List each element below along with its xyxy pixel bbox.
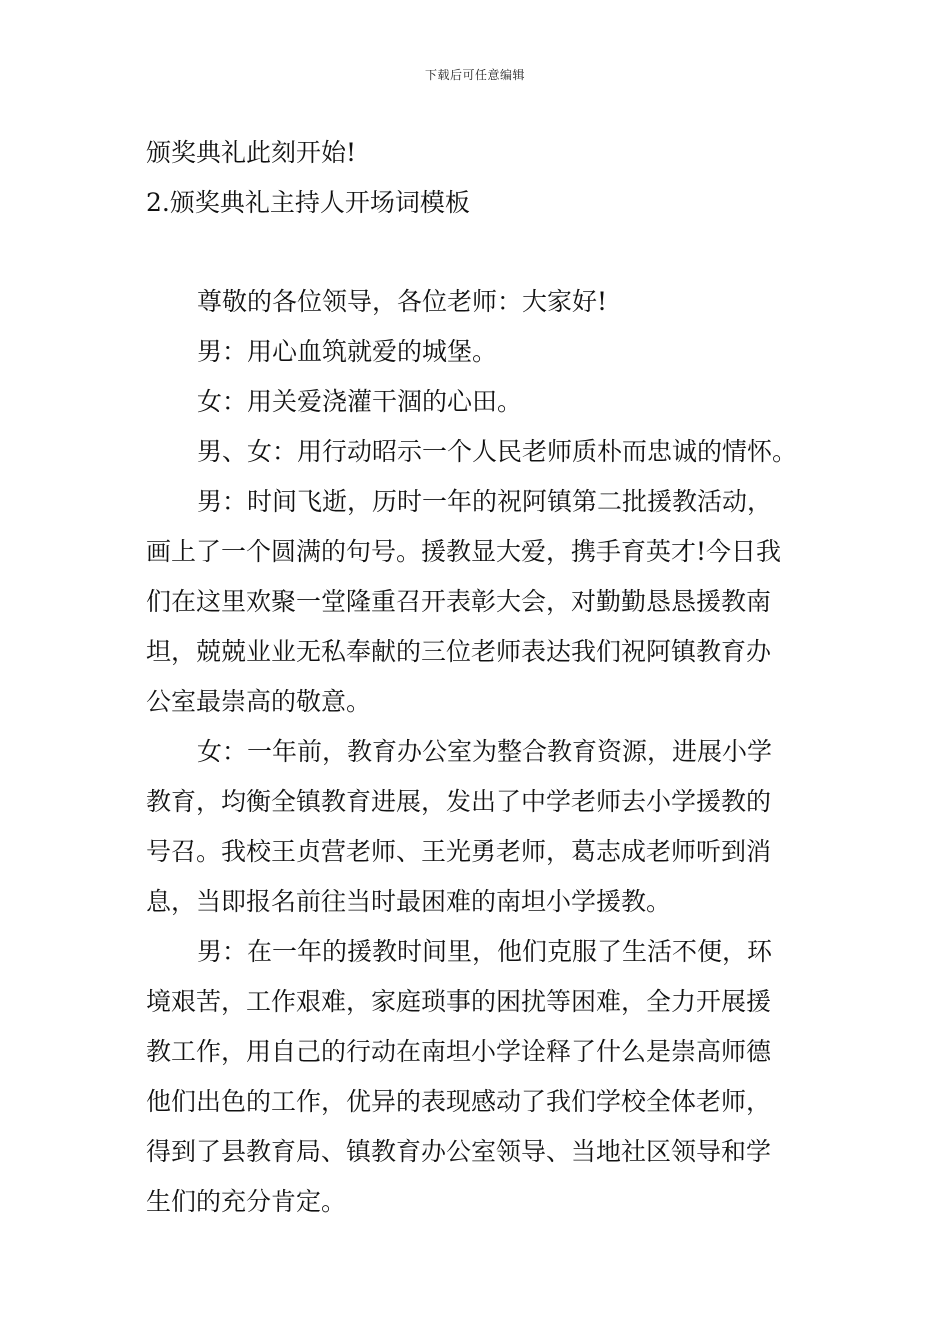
text-line: 颁奖典礼此刻开始! — [146, 138, 357, 167]
paragraph-line: 他们出色的工作，优异的表现感动了我们学校全体老师， — [146, 1087, 772, 1116]
paragraph-line: 教工作，用自己的行动在南坦小学诠释了什么是崇高师德 — [146, 1037, 772, 1066]
paragraph-line: 生们的充分肯定。 — [146, 1187, 347, 1216]
document-body — [146, 128, 806, 1227]
paragraph-line: 坦，兢兢业业无私奉献的三位老师表达我们祝阿镇教育办 — [146, 637, 772, 666]
paragraph-line: 境艰苦，工作艰难，家庭琐事的困扰等困难，全力开展援 — [146, 987, 772, 1016]
paragraph-line: 号召。我校王贞营老师、王光勇老师，葛志成老师听到消 — [146, 837, 772, 866]
paragraph-line: 男：在一年的援教时间里，他们克服了生活不便，环 — [197, 937, 773, 966]
paragraph-line: 男、女：用行动昭示一个人民老师质朴而忠诚的情怀。 — [197, 437, 798, 466]
paragraph-line: 公室最崇高的敬意。 — [146, 687, 372, 716]
paragraph-line: 画上了一个圆满的句号。援教显大爱，携手育英才!今日我 — [146, 537, 782, 566]
paragraph-line: 息，当即报名前往当时最困难的南坦小学援教。 — [146, 887, 672, 916]
paragraph-line: 得到了县教育局、镇教育办公室领导、当地社区领导和学 — [146, 1137, 772, 1166]
paragraph-line: 男：用心血筑就爱的城堡。 — [197, 337, 498, 366]
paragraph-line: 尊敬的各位领导，各位老师：大家好! — [197, 287, 608, 316]
header-note: 下载后可任意编辑 — [424, 68, 525, 82]
paragraph-line: 男：时间飞逝，历时一年的祝阿镇第二批援教活动， — [197, 487, 773, 516]
paragraph-line: 女：用关爱浇灌干涸的心田。 — [197, 387, 523, 416]
paragraph-line: 们在这里欢聚一堂隆重召开表彰大会，对勤勤恳恳援教南 — [146, 587, 772, 616]
paragraph-line: 女：一年前，教育办公室为整合教育资源，进展小学 — [197, 737, 773, 766]
blank-line — [146, 228, 806, 277]
paragraph-line: 教育，均衡全镇教育进展，发出了中学老师去小学援教的 — [146, 787, 772, 816]
section-heading: 2.颁奖典礼主持人开场词模板 — [146, 188, 470, 217]
